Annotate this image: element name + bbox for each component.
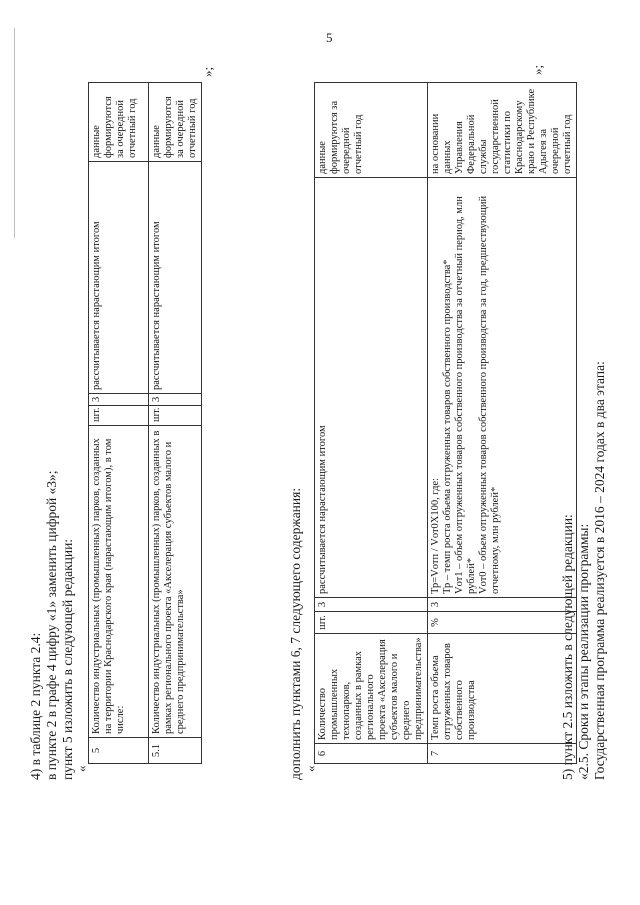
indicator-name: Количество индустриальных (промышленных) парков, созданных на территории Краснодарского края (нарастающим итогом), в том числе: xyxy=(89,426,149,738)
method-cell: рассчитывается нарастающим итогом xyxy=(315,178,428,598)
source-cell: данные формируются за очередной отчетный год xyxy=(89,83,149,162)
method-cell: рассчитывается нарастающим итогом xyxy=(149,162,202,394)
indicator-table-1 xyxy=(88,82,202,764)
table-row xyxy=(149,83,202,764)
row-number: 5.1 xyxy=(149,738,202,764)
source-cell: данные формируются за очередной отчетный год xyxy=(315,83,428,178)
intro-line-1: 4) в таблице 2 пункта 2.4: xyxy=(28,632,43,780)
close-quote-2: »; xyxy=(530,64,545,75)
indicator-name: Количество индустриальных (промышленных) парков, созданных в рамках регионального проекта «Акселерация субъектов малого и среднего предпринимательства» xyxy=(149,426,202,738)
unit-cell: шт. xyxy=(149,406,202,426)
status-cell: 3 xyxy=(315,598,428,612)
status-cell: 3 xyxy=(89,394,149,406)
open-quote-1: « xyxy=(74,765,89,772)
indicator-name: Темп роста объема отгруженных товаров собственного производства xyxy=(428,634,577,744)
table-row xyxy=(315,83,428,764)
indicator-table-2 xyxy=(314,82,577,764)
footer-line-2: «2.5. Сроки и этапы реализации программы: xyxy=(576,523,591,780)
indicator-name: Количество промышленных технопарков, созданных в рамках регионального проекта «Акселерация субъектов малого и среднего предпринимательства» xyxy=(315,634,428,744)
row-number: 5 xyxy=(89,738,149,764)
footer-line-3: Государственная программа реализуется в 2016 – 2024 годах в два этапа: xyxy=(592,361,607,780)
method-cell: Тр=Vотп / Vот0Х100, где: Тр – темп роста объема отгруженных товаров собственного производства* Vот1 – объем отгруженных товаров собственного производства за отчетный период, млн рублей* Vот0 – объем отгруженных товаров собственного производства за год, предшествующий отчетному, млн рублей* xyxy=(428,178,577,598)
table-row xyxy=(89,83,149,764)
row-number: 7 xyxy=(428,744,577,764)
unit-cell: шт. xyxy=(315,612,428,634)
intro-line-3: пункт 5 изложить в следующей редакции: xyxy=(60,538,75,780)
method-cell: рассчитывается нарастающим итогом xyxy=(89,162,149,394)
open-quote-2: « xyxy=(303,765,318,772)
unit-cell: % xyxy=(428,612,577,634)
close-quote-1: »; xyxy=(200,66,215,77)
row-number: 6 xyxy=(315,744,428,764)
unit-cell: шт. xyxy=(89,406,149,426)
footer-line-1: 5) пункт 2.5 изложить в следующей редакции: xyxy=(560,514,575,780)
intro-line-2: в пункте 2 в графе 4 цифру «1» заменить цифрой «3»; xyxy=(44,470,59,780)
status-cell: 3 xyxy=(428,598,577,612)
table-row xyxy=(428,83,577,764)
status-cell: 3 xyxy=(149,394,202,406)
source-cell: на основании данных Управления Федеральной службы государственной статистики по Краснодарскому краю и Республике Адыгея за очередной отчетный год xyxy=(428,83,577,178)
source-cell: данные формируются за очередной отчетный год xyxy=(149,83,202,162)
mid-line-1: дополнить пунктами 6, 7 следующего содержания: xyxy=(288,487,303,780)
page-number: 5 xyxy=(326,30,333,45)
